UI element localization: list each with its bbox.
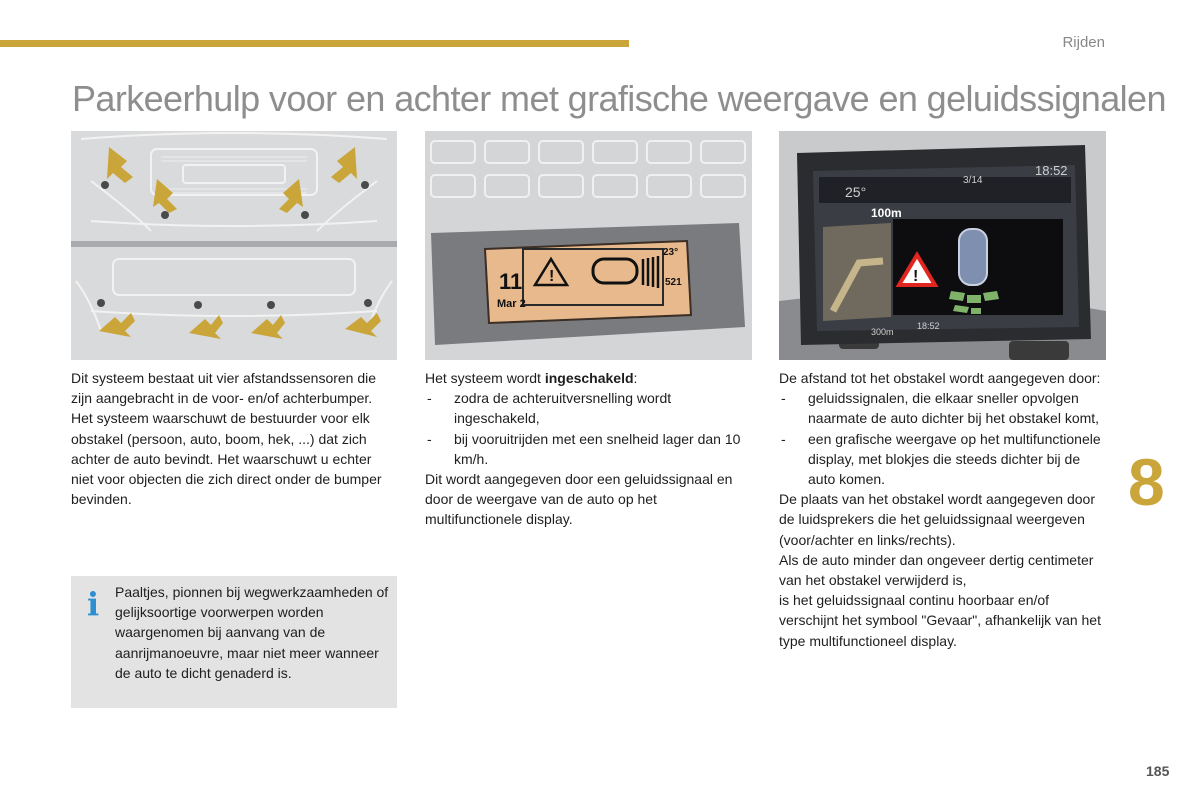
- display-date: Mar 2: [497, 298, 526, 310]
- svg-text:!: !: [913, 268, 919, 285]
- display-time: 18:52: [1035, 163, 1068, 178]
- display-number: 11: [499, 269, 523, 294]
- column-2: [425, 368, 752, 530]
- paragraph: is het geluidssignaal continu hoorbaar en/of verschijnt het symbool "Gevaar", afhankelijk van het type multifunctioneel display.: [779, 592, 1101, 649]
- paragraph: Dit systeem bestaat uit vier afstandssensoren die zijn aangebracht in de voor- en/of achterbumper.: [71, 370, 377, 407]
- column-3: [779, 368, 1106, 651]
- paragraph: Als de auto minder dan ongeveer dertig centimeter van het obstakel verwijderd is,: [779, 551, 1094, 589]
- chapter-number: 8: [1128, 445, 1165, 519]
- info-note: [71, 576, 397, 708]
- display-temp: 23°: [663, 247, 679, 258]
- note-text: Paaltjes, pionnen bij wegwerkzaamheden of gelijksoortige voorwerpen worden waargenomen bij aanvang van de aanrijmanoeuvre, maar niet meer wanneer de auto te dicht genaderd is.: [115, 584, 389, 681]
- list-item: - bij vooruitrijden met een snelheid lager dan 10 km/h.: [427, 430, 741, 467]
- list-item: - een grafische weergave op het multifunctionele display, met blokjes die steeds dichter bij de auto komen.: [781, 430, 1101, 488]
- paragraph: De afstand tot het obstakel wordt aangegeven door:: [779, 370, 1101, 386]
- display-track: 3/14: [963, 175, 983, 186]
- display-distance-bottom: 300m: [871, 327, 894, 337]
- figure-color-display: [779, 131, 1106, 360]
- intro-suffix: :: [633, 370, 638, 386]
- display-temp: 25°: [845, 184, 867, 200]
- paragraph: [425, 368, 752, 388]
- paragraph: Het systeem waarschuwt de bestuurder voor elk obstakel (persoon, auto, boom, hek, ...) dat zich achter de auto bevindt. Het waarschuwt u echter niet voor objecten die zich direct onder de bumper bevinden.: [71, 410, 382, 508]
- svg-text:!: !: [549, 268, 555, 285]
- page-title: Parkeerhulp voor en achter met grafische weergave en geluidssignalen: [72, 78, 1166, 119]
- display-time-bottom: 18:52: [917, 321, 940, 331]
- page-number: 185: [1146, 763, 1170, 779]
- display-code: 521: [665, 277, 682, 288]
- header-accent-bar: [0, 40, 629, 47]
- display-distance: 100m: [871, 206, 902, 220]
- figure-monochrome-display: [425, 131, 752, 360]
- info-icon: i: [87, 585, 100, 623]
- list-item: - zodra de achteruitversnelling wordt ingeschakeld,: [427, 390, 672, 427]
- column-1: [71, 368, 397, 509]
- paragraph: De plaats van het obstakel wordt aangegeven door de luidsprekers die het geluidssignaal weergeven (voor/achter en links/rechts).: [779, 491, 1095, 548]
- list-item: - geluidssignalen, die elkaar sneller opvolgen naarmate de auto dichter bij het obstakel komt,: [781, 390, 1100, 427]
- figure-bumper-sensors: [71, 131, 397, 360]
- intro-text: Het systeem wordt: [425, 370, 545, 386]
- intro-bold: ingeschakeld: [544, 370, 634, 386]
- section-name: Rijden: [1062, 34, 1105, 51]
- paragraph: Dit wordt aangegeven door een geluidssignaal en door de weergave van de auto op het multifunctionele display.: [425, 471, 733, 528]
